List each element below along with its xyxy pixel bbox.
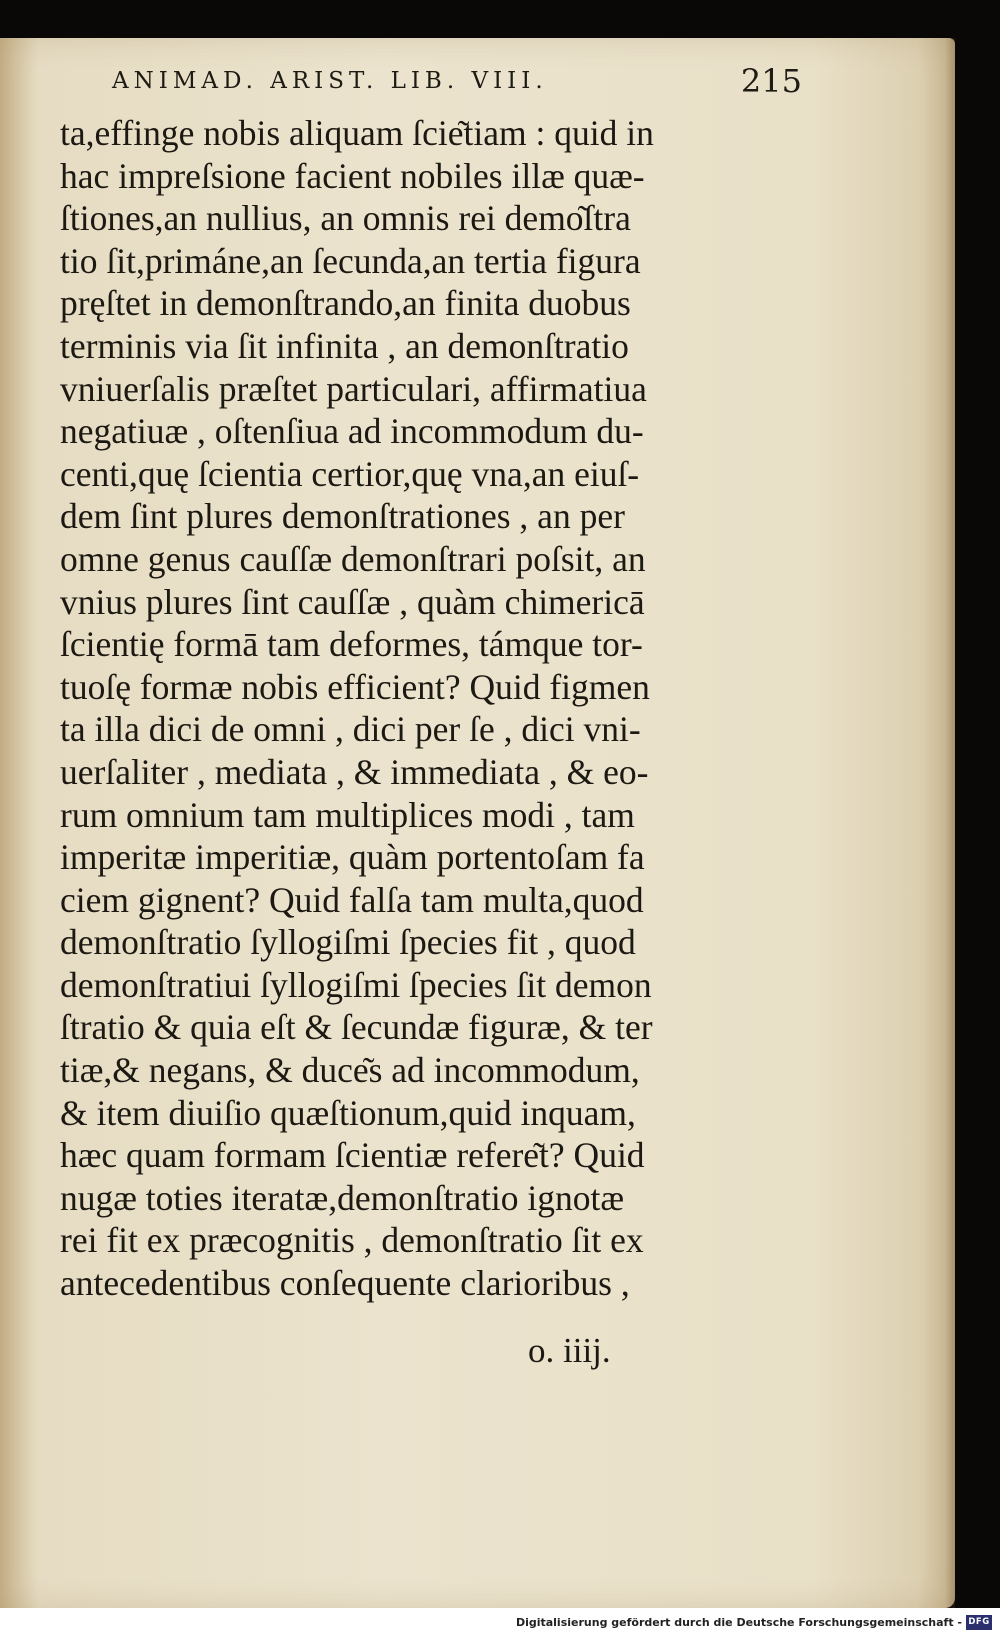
- page-fore-edge: [945, 38, 955, 1608]
- text-line: uerſaliter , mediata , & immediata , & eo-: [60, 751, 649, 792]
- text-line: vniuerſalis præſtet particulari, affirmatiua: [60, 368, 647, 409]
- text-line: tiæ,& negans, & duce͂s ad incommodum,: [60, 1050, 640, 1091]
- book-page: [0, 38, 955, 1608]
- text-line: omne genus cauſſæ demonſtrari poſsit, an: [60, 538, 646, 579]
- text-line: ta illa dici de omni , dici per ſe , dici vni-: [60, 709, 641, 750]
- text-line: ta,effinge nobis aliquam ſcie͂tiam : quid in: [60, 113, 654, 153]
- text-line: rei fit ex præcognitis , demonſtratio ſit ex: [60, 1220, 644, 1261]
- text-line: terminis via ſit infinita , an demonſtratio: [60, 325, 629, 366]
- signature-mark: o. iiij.: [528, 1331, 611, 1370]
- text-line: pręſtet in demonſtrando,an finita duobus: [60, 283, 631, 324]
- text-line: vnius plures ſint cauſſæ , quàm chimericā: [60, 581, 645, 622]
- text-line: ſtratio & quia eſt & ſecundæ figuræ, & ter: [60, 1007, 653, 1048]
- text-line: hac impreſsione facient nobiles illæ quæ-: [60, 155, 645, 196]
- running-head-title: ANIMAD. ARIST. LIB. VIII.: [112, 68, 548, 94]
- text-line: demonſtratiui ſyllogiſmi ſpecies ſit demon: [60, 964, 652, 1005]
- page-number: 215: [740, 62, 802, 100]
- page-text-body: [60, 112, 730, 1305]
- text-line: rum omnium tam multiplices modi , tam: [60, 794, 635, 835]
- text-line: dem ſint plures demonſtrationes , an per: [60, 496, 625, 537]
- text-line: hæc quam formam ſcientiæ refere͂t? Quid: [60, 1135, 645, 1176]
- text-line: tuoſę formæ nobis efficient? Quid figmen: [60, 666, 650, 707]
- text-line: & item diuiſio quæſtionum,quid inquam,: [60, 1092, 636, 1133]
- text-line: imperitæ imperitiæ, quàm portentoſam fa: [60, 837, 645, 878]
- funding-credit: Digitalisierung gefördert durch die Deutsche Forschungsgemeinschaft -: [515, 1616, 962, 1629]
- text-line: antecedentibus conſequente clarioribus ,: [60, 1263, 630, 1304]
- text-line: ſtiones,an nullius, an omnis rei demo͂ſtra: [60, 198, 631, 239]
- dfg-logo-icon: DFG: [966, 1615, 992, 1630]
- digitization-footer: [0, 1608, 1000, 1638]
- text-line: centi,quę ſcientia certior,quę vna,an eiuſ-: [60, 453, 640, 494]
- text-line: negatiuæ , oſtenſiua ad incommodum du-: [60, 411, 644, 452]
- running-head: [112, 62, 802, 102]
- text-line: ſcientię formā tam deformes, támque tor-: [60, 624, 643, 665]
- text-line: demonſtratio ſyllogiſmi ſpecies fit , quod: [60, 922, 636, 963]
- text-line: tio ſit,primáne,an ſecunda,an tertia figura: [60, 240, 641, 281]
- text-line: ciem gignent? Quid falſa tam multa,quod: [60, 879, 644, 920]
- text-line: nugæ toties iteratæ,demonſtratio ignotæ: [60, 1177, 624, 1218]
